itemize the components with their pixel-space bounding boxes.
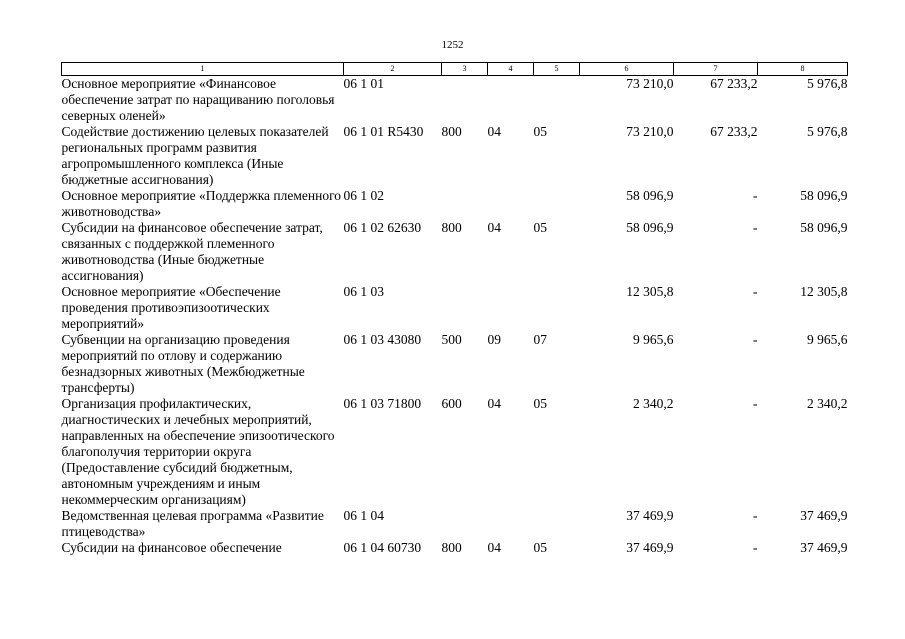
row-col3 — [442, 76, 488, 125]
table-row — [62, 124, 848, 188]
row-value-8: 37 469,9 — [800, 540, 848, 555]
budget-table — [61, 62, 848, 556]
row-name: Субвенции на организацию проведения мероприятий по отлову и содержанию безнадзорных животных (Межбюджетные трансферты) — [61, 332, 305, 395]
row-value-6: 37 469,9 — [626, 508, 674, 523]
header-cell: 8 — [758, 63, 848, 76]
row-col4: 04 — [487, 540, 501, 555]
header-cell: 6 — [580, 63, 674, 76]
row-value-8: 5 976,8 — [807, 76, 848, 91]
header-cell: 2 — [344, 63, 442, 76]
row-name: Содействие достижению целевых показателей региональных программ развития агропромышленного комплекса (Иные бюджетные ассигнования) — [61, 124, 329, 187]
table-row — [62, 76, 848, 125]
table-row — [62, 540, 848, 556]
table-row — [62, 396, 848, 508]
row-value-7: 67 233,2 — [710, 76, 758, 91]
row-value-6: 9 965,6 — [633, 332, 674, 347]
row-code: 06 1 02 — [343, 188, 384, 203]
row-name: Основное мероприятие «Обеспечение проведения противоэпизоотических мероприятий» — [61, 284, 281, 331]
table-row — [62, 284, 848, 332]
row-value-8: 58 096,9 — [800, 220, 848, 235]
row-col3 — [442, 188, 488, 220]
row-col4: 04 — [487, 124, 501, 139]
row-value-7: - — [753, 396, 758, 411]
row-col5: 07 — [533, 332, 547, 347]
row-value-6: 58 096,9 — [626, 188, 674, 203]
row-name: Организация профилактических, диагностических и лечебных мероприятий, направленных на обеспечение эпизоотического благополучия территории округа (Предоставление субсидий бюджетным, автономным учреждениям и иным некоммерческим организациям) — [61, 396, 335, 507]
row-name: Субсидии на финансовое обеспечение — [61, 540, 282, 555]
header-cell: 5 — [534, 63, 580, 76]
row-code: 06 1 04 60730 — [343, 540, 422, 555]
row-name: Основное мероприятие «Поддержка племенного животноводства» — [61, 188, 342, 219]
row-value-7: - — [753, 332, 758, 347]
row-code: 06 1 03 71800 — [343, 396, 422, 411]
row-name: Основное мероприятие «Финансовое обеспечение затрат по наращиванию поголовья северных оленей» — [61, 76, 335, 123]
row-col5: 05 — [533, 540, 547, 555]
row-value-8: 9 965,6 — [807, 332, 848, 347]
row-code: 06 1 03 43080 — [343, 332, 422, 347]
row-col4 — [488, 508, 534, 540]
table-row — [62, 188, 848, 220]
row-value-6: 2 340,2 — [633, 396, 674, 411]
row-code: 06 1 02 62630 — [343, 220, 422, 235]
row-col3 — [442, 284, 488, 332]
row-col4 — [488, 284, 534, 332]
row-value-7: - — [753, 540, 758, 555]
row-name: Субсидии на финансовое обеспечение затрат, связанных с поддержкой племенного животноводства (Иные бюджетные ассигнования) — [61, 220, 323, 283]
row-col5: 05 — [533, 124, 547, 139]
header-cell: 1 — [62, 63, 344, 76]
row-value-7: 67 233,2 — [710, 124, 758, 139]
row-col3: 800 — [441, 540, 462, 555]
row-value-8: 12 305,8 — [800, 284, 848, 299]
row-col5: 05 — [533, 396, 547, 411]
table-row — [62, 220, 848, 284]
row-value-7: - — [753, 220, 758, 235]
row-col5 — [534, 284, 580, 332]
table-row — [62, 332, 848, 396]
row-col4: 09 — [487, 332, 501, 347]
row-value-7: - — [753, 188, 758, 203]
row-col3: 800 — [441, 124, 462, 139]
row-value-8: 5 976,8 — [807, 124, 848, 139]
row-col5 — [534, 76, 580, 125]
row-value-6: 73 210,0 — [626, 76, 674, 91]
row-col3: 600 — [441, 396, 462, 411]
row-col3: 500 — [441, 332, 462, 347]
row-value-8: 37 469,9 — [800, 508, 848, 523]
row-col3: 800 — [441, 220, 462, 235]
row-value-6: 73 210,0 — [626, 124, 674, 139]
header-cell: 3 — [442, 63, 488, 76]
header-cell: 7 — [674, 63, 758, 76]
row-col5: 05 — [533, 220, 547, 235]
row-col3 — [442, 508, 488, 540]
row-value-7: - — [753, 284, 758, 299]
header-row — [62, 63, 848, 76]
row-col4 — [488, 76, 534, 125]
row-code: 06 1 04 — [343, 508, 384, 523]
row-name: Ведомственная целевая программа «Развитие птицеводства» — [61, 508, 324, 539]
row-col5 — [534, 508, 580, 540]
page-number: 1252 — [441, 39, 464, 51]
table-row — [62, 508, 848, 540]
row-value-6: 12 305,8 — [626, 284, 674, 299]
row-value-6: 37 469,9 — [626, 540, 674, 555]
row-col4: 04 — [487, 396, 501, 411]
row-value-8: 58 096,9 — [800, 188, 848, 203]
row-code: 06 1 01 R5430 — [343, 124, 424, 139]
row-value-6: 58 096,9 — [626, 220, 674, 235]
row-code: 06 1 03 — [343, 284, 384, 299]
row-col4: 04 — [487, 220, 501, 235]
header-cell: 4 — [488, 63, 534, 76]
row-value-8: 2 340,2 — [807, 396, 848, 411]
row-col4 — [488, 188, 534, 220]
row-col5 — [534, 188, 580, 220]
row-value-7: - — [753, 508, 758, 523]
row-code: 06 1 01 — [343, 76, 384, 91]
